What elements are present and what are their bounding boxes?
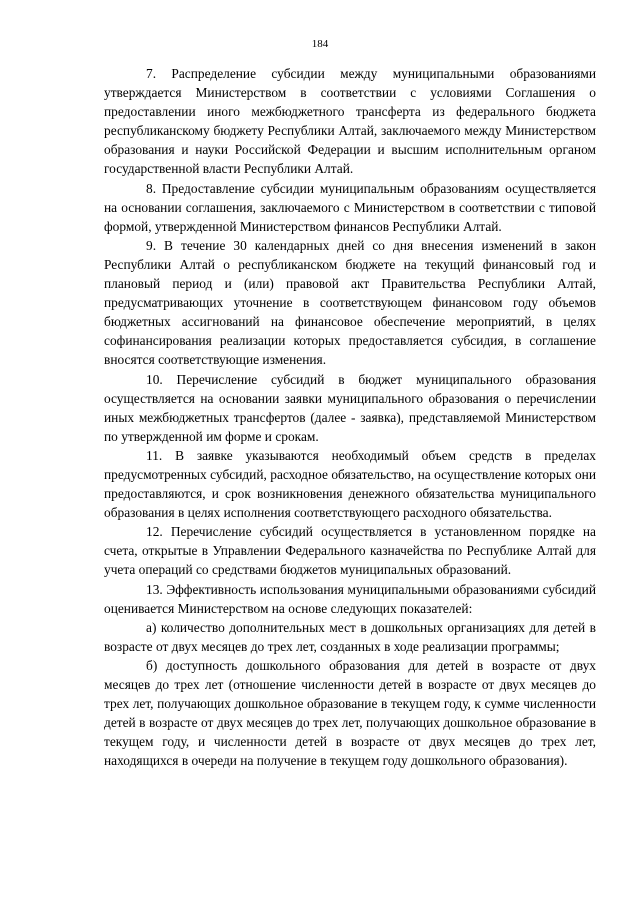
paragraph-13: 13. Эффективность использования муниципальными образованиями субсидий оценивается Министерством на основе следующих показателей:: [104, 581, 596, 616]
document-body: [104, 64, 596, 770]
indicator-b: б) доступность дошкольного образования для детей в возрасте от двух месяцев до трех лет (отношение численности детей в возрасте от двух месяцев до трех лет, получающих дошкольное образование в текущем году, к сумме численности детей в возрасте от двух месяцев до трех лет, получающих дошкольное образование в текущем году, и численности детей в возрасте от двух месяцев до трех лет, находящихся в очереди на получение в текущем году дошкольного образования).: [104, 657, 596, 769]
paragraph-8: 8. Предоставление субсидии муниципальным образованиям осуществляется на основании соглашения, заключаемого с Министерством в соответствии с типовой формой, утвержденной Министерством финансов Республики Алтай.: [104, 180, 596, 234]
paragraph-7: 7. Распределение субсидии между муниципальными образованиями утверждается Министерством в соответствии с условиями Соглашения о предоставлении иного межбюджетного трансферта из федерального бюджета республиканскому бюджету Республики Алтай, заключаемого между Министерством образования и науки Российской Федерации и высшим исполнительным органом государственной власти Республики Алтай.: [104, 66, 596, 177]
page-number: 184: [311, 38, 329, 50]
paragraph-9: 9. В течение 30 календарных дней со дня внесения изменений в закон Республики Алтай о республиканском бюджете на текущий финансовый год и плановый период и (или) правовой акт Правительства Республики Алтай, предусматривающих уточнение в соответствующем финансовом году объемов бюджетных ассигнований на финансовое обеспечение мероприятий, в целях софинансирования реализации которых предоставляется субсидия, в соглашение вносятся соответствующие изменения.: [104, 237, 596, 368]
indicator-a: а) количество дополнительных мест в дошкольных организациях для детей в возрасте от двух месяцев до трех лет, созданных в ходе реализации программы;: [104, 619, 596, 654]
paragraph-12: 12. Перечисление субсидий осуществляется в установленном порядке на счета, открытые в Управлении Федерального казначейства по Республике Алтай для учета операций со средствами бюджетов муниципальных образований.: [104, 524, 596, 578]
paragraph-10: 10. Перечисление субсидий в бюджет муниципального образования осуществляется на основании заявки муниципального образования о перечислении иных межбюджетных трансфертов (далее - заявка), представляемой Министерством по утвержденной им форме и срокам.: [104, 371, 596, 444]
paragraph-11: 11. В заявке указываются необходимый объем средств в пределах предусмотренных субсидий, расходное обязательство, на осуществление которых они предоставляются, и срок возникновения денежного обязательства муниципального образования в целях исполнения соответствующего расходного обязательства.: [104, 447, 596, 521]
